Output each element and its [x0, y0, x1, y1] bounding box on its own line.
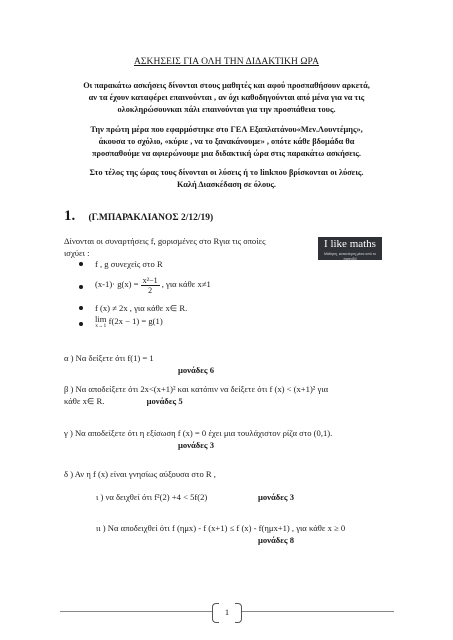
- intro-line: Στο τέλος της ώρας τους δίνονται οι λύσεις ή το linkπου βρίσκονται οι λύσεις.: [89, 168, 364, 177]
- question-a: α ) Να δείξετε ότι f(1) = 1: [64, 353, 154, 363]
- question-c: γ ) Να αποδείξετε ότι η εξίσωση f (x) = 0 έχει μια τουλάχιστον ρίζα στο (0,1).: [64, 428, 333, 438]
- page-title: ΑΣΚΗΣΕΙΣ ΓΙΑ ΟΛΗ ΤΗΝ ΔΙΔΑΚΤΙΚΗ ΩΡΑ: [133, 57, 320, 67]
- fraction-numerator: x²−1: [142, 275, 158, 285]
- question-d: δ ) Αν η f (x) είναι γνησίως αύξουσα στο R ,: [64, 469, 216, 479]
- intro-line: Την πρώτη μέρα που εφαρμόστηκε στο ΓΕΛ Εξαπλατάνου«Μεν.Λουντέμης»,: [90, 125, 363, 134]
- page-number: 1: [224, 607, 230, 617]
- intro-paragraph-2: [50, 124, 403, 160]
- question-b-domain: κάθε x∈ R.: [64, 396, 105, 406]
- intro-line: αν τα έχουν καταφέρει επαινούνται , αν όχι καθοδηγούνται από μένα για να τις: [88, 93, 365, 102]
- question-c-marks: μονάδες 3: [178, 440, 215, 450]
- page-number-box: [212, 603, 242, 621]
- question-b: [64, 383, 404, 407]
- logo-text: I like maths: [324, 238, 376, 250]
- bullet-icon: [79, 322, 83, 326]
- intro-paragraph-3: [50, 167, 403, 191]
- bullet-icon: [79, 262, 83, 266]
- bracket-right-icon: [235, 603, 242, 623]
- intro-line: άκουσα το σχόλιο, «κύριε , να το ξανακάνουμε» , οπότε κάθε βδομάδα θα: [98, 137, 355, 146]
- bracket-left-icon: [212, 603, 219, 623]
- question-d1-marks: μονάδες 3: [258, 492, 295, 502]
- given-line: ισχύει :: [64, 248, 90, 258]
- exercise-number: 1.: [64, 208, 76, 224]
- limit-subscript: x→1: [95, 323, 107, 330]
- condition-1: f , g συνεχείς στο R: [95, 259, 163, 269]
- logo-tagline: Μάθηση, κατανόηση μέσα από το παιχνίδι!: [323, 252, 377, 261]
- question-b-line-2: [64, 395, 404, 407]
- fraction: [141, 276, 160, 295]
- intro-line: προσπαθούμε να αφιερώνουμε μια διδακτική ώρα στις παρακάτω ασκήσεις.: [91, 149, 362, 158]
- condition-2-left: (x-1)· g(x) =: [95, 279, 139, 289]
- given-line: Δίνονται οι συναρτήσεις f, gορισμένες στο Rγια τις οποίες: [64, 236, 266, 246]
- given-text: [64, 235, 314, 259]
- intro-line: ολοκληρώσουνκαι πάλι επαινούνται για την προσπάθεια τους.: [117, 105, 336, 114]
- question-d2: ιι ) Να αποδειχθεί ότι f (ημx) - f (x+1) ≤ f (x) - f(ημx+1) , για κάθε x ≥ 0: [96, 523, 346, 533]
- condition-2: [95, 270, 211, 298]
- footer-rule-right: [242, 611, 394, 612]
- question-b-line: β ) Να αποδείξετε ότι 2x<(x+1)² και κατόπιν να δείξετε ότι f (x) < (x+1)² για: [64, 384, 329, 394]
- limit-expression: f(2x − 1) = g(1): [108, 316, 163, 326]
- bullet-icon: [79, 285, 83, 289]
- bullet-icon: [79, 306, 83, 310]
- condition-3: f (x) ≠ 2x , για κάθε x∈ R.: [95, 303, 188, 313]
- intro-line: Καλή Διασκέδαση σε όλους.: [176, 180, 277, 189]
- condition-2-right: , για κάθε x≠1: [161, 279, 211, 289]
- question-d1: ι ) να δειχθεί ότι f²(2) +4 < 5f(2): [96, 492, 208, 502]
- question-a-marks: μονάδες 6: [178, 365, 215, 375]
- question-b-marks: μονάδες 5: [146, 396, 183, 406]
- limit: [95, 315, 106, 329]
- fraction-denominator: 2: [148, 285, 153, 295]
- logo-i-like-maths: [318, 237, 382, 260]
- exercise-heading: [64, 208, 213, 225]
- intro-paragraph-1: [50, 80, 403, 116]
- limit-label: lim: [95, 314, 107, 325]
- question-d2-marks: μονάδες 8: [258, 535, 295, 545]
- condition-4: [95, 315, 163, 329]
- footer-rule-left: [60, 611, 212, 612]
- exercise-author: (Γ.ΜΠΑΡΑΚΛΙΑΝΟΣ 2/12/19): [88, 213, 214, 223]
- intro-line: Οι παρακάτω ασκήσεις δίνονται στους μαθητές και αφού προσπαθήσουν αρκετά,: [83, 81, 370, 90]
